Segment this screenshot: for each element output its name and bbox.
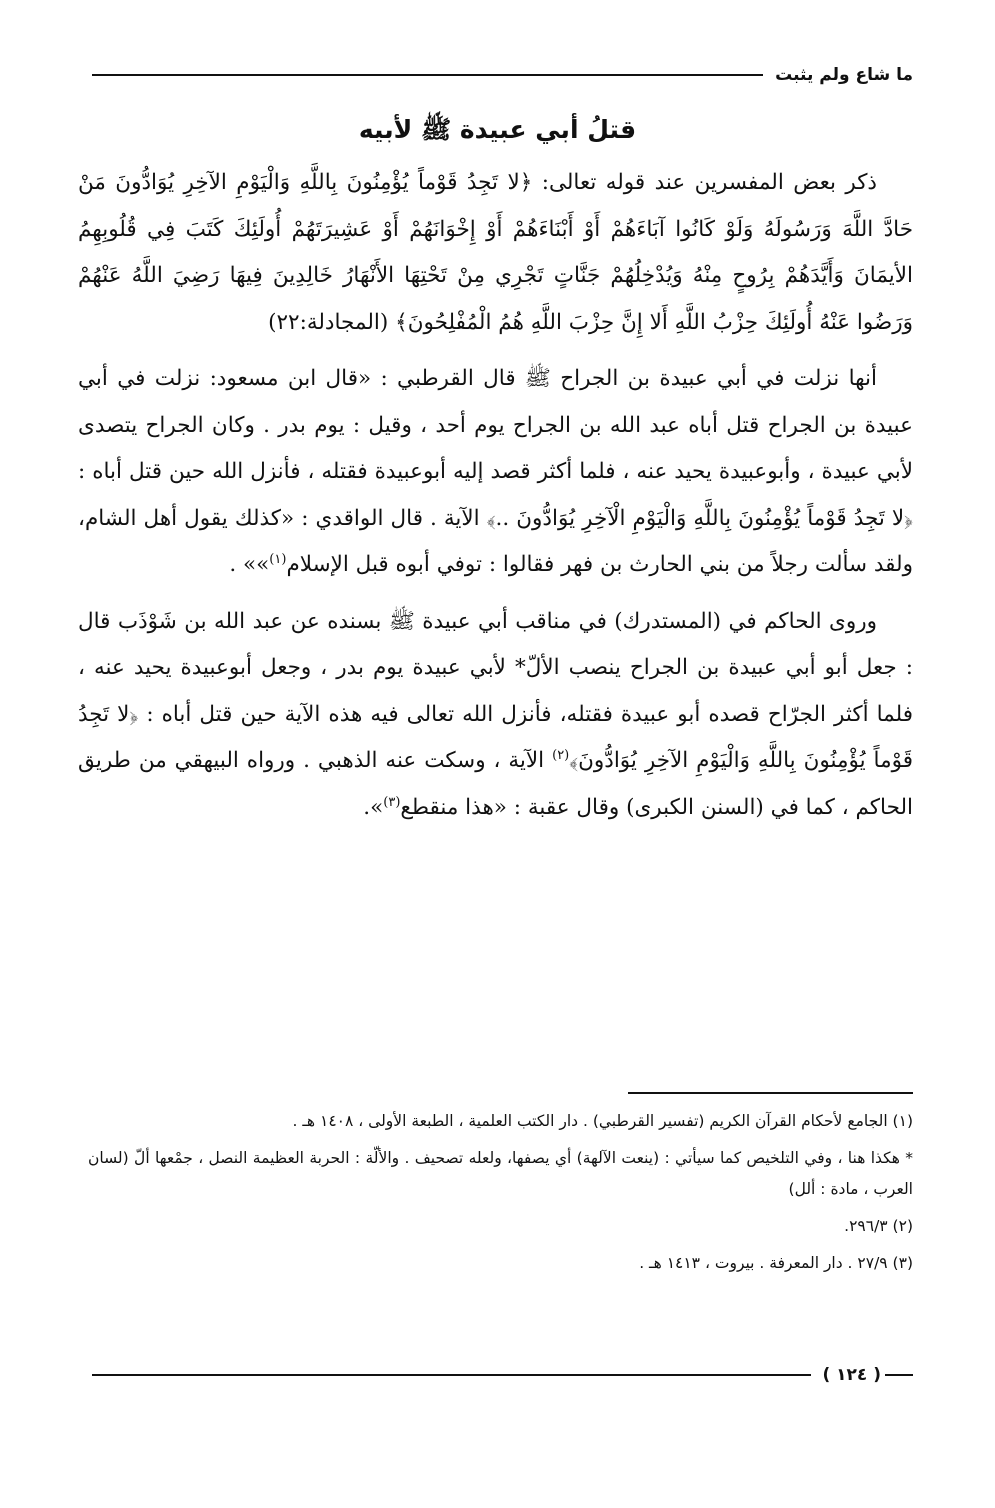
footnote-ref-1: (١) — [269, 551, 287, 567]
footnote-ref-2: (٢) — [552, 747, 570, 763]
section-title: قتلُ أبي عبيدة ﷺ لأبيه — [358, 115, 637, 144]
paragraph-3-text: وروى الحاكم في (المستدرك) في مناقب أبي عبيدة ﷺ بسنده عن عبد الله بن شَوْذَب قال : جعل أبو أبي عبيدة بن الجراح ينصب الألّ* لأبي عبيدة يوم بدر ، وجعل أبوعبيدة يحيد عنه ، فلما أكثر الجرّاح قصده أبو عبيدة فقتله، فأنزل الله تعالى فيه هذه الآية حين قتل أباه : ﴿لا تَجِدُ قَوْماً يُؤْمِنُونَ بِاللَّهِ وَالْيَوْمِ الآخِرِ يُوَادُّونَ﴾ — [78, 608, 913, 773]
footer-rule-right — [885, 1374, 913, 1376]
footer-rule-left — [92, 1374, 811, 1376]
paragraph-2-close: »» . — [229, 552, 270, 577]
footnote-3: (٣) ٢٧/٩ . دار المعرفة . بيروت ، ١٤١٣ هـ . — [639, 1254, 913, 1272]
paragraph-3 — [78, 599, 913, 832]
page-footer — [92, 1360, 913, 1390]
paragraph-2-text: أنها نزلت في أبي عبيدة بن الجراح ﷺ قال القرطبي : «قال ابن مسعود: نزلت في أبي عبيدة بن الجراح قتل أباه عبد الله بن الجراح يوم أحد ، وقيل : يوم بدر . وكان الجراح يتصدى لأبي عبيدة ، وأبوعبيدة يحيد عنه ، فلما أكثر قصد إليه أبوعبيدة فقتله ، فأنزل الله حين قتل أباه : ﴿لا تَجِدُ قَوْماً يُؤْمِنُونَ بِاللَّهِ وَالْيَوْمِ الْآخِرِ يُوَادُّونَ ..﴾ الآية . قال الواقدي : «كذلك يقول أهل الشام، ولقد سألت رجلاً من بني الحارث بن فهر فقالوا : توفي أبوه قبل الإسلام — [78, 366, 913, 577]
paragraph-3-cont: الآية ، وسكت عنه الذهبي . ورواه البيهقي من طريق الحاكم ، كما في (السنن الكبرى) وقال عقبة : «هذا منقطع — [78, 748, 913, 820]
running-title: ما شاع ولم يثبت — [775, 65, 913, 85]
paragraph-3-close: ». — [363, 794, 384, 820]
footnote-2: (٢) ٢٩٦/٣. — [844, 1217, 913, 1235]
footnote-ref-3: (٣) — [383, 794, 401, 810]
running-header — [92, 60, 913, 90]
paragraph-1: ذكر بعض المفسرين عند قوله تعالى: ﴿لا تَجِدُ قَوْماً يُؤْمِنُونَ بِاللَّهِ وَالْيَوْمِ الآخِرِ يُوَادُّونَ مَنْ حَادَّ اللَّهَ وَرَسُولَهُ وَلَوْ كَانُوا آبَاءَهُمْ أَوْ أَبْنَاءَهُمْ أَوْ إِخْوَانَهُمْ أَوْ عَشِيرَتَهُمْ أُولَئِكَ كَتَبَ فِي قُلُوبِهِمُ الأيمَانَ وَأَيَّدَهُمْ بِرُوحٍ مِنْهُ وَيُدْخِلُهُمْ جَنَّاتٍ تَجْرِي مِنْ تَحْتِهَا الأَنْهَارُ خَالِدِينَ فِيهَا رَضِيَ اللَّهُ عَنْهُمْ وَرَضُوا عَنْهُ أُولَئِكَ حِزْبُ اللَّهِ أَلا إِنَّ حِزْبَ اللَّهِ هُمُ الْمُفْلِحُونَ﴾ (المجادلة:٢٢) — [78, 170, 913, 335]
paragraph-2 — [78, 356, 913, 589]
footnote-1: (١) الجامع لأحكام القرآن الكريم (تفسير القرطبي) . دار الكتب العلمية ، الطبعة الأولى ، ١٤٠٨ هـ . — [292, 1112, 913, 1130]
header-rule — [92, 74, 763, 76]
page-number: ( ١٢٤ ) — [822, 1365, 881, 1385]
footnotes — [88, 1106, 913, 1285]
footnote-star: * هكذا هنا ، وفي التلخيص كما سيأتي : (ينعت الآلهة) أي يصفها، ولعله تصحيف . والألّة : الحربة العظيمة النصل ، جمْعها ألّ (لسان العرب ، مادة : ألل) — [88, 1149, 913, 1198]
body-text — [78, 160, 913, 841]
footnote-rule — [628, 1092, 913, 1094]
